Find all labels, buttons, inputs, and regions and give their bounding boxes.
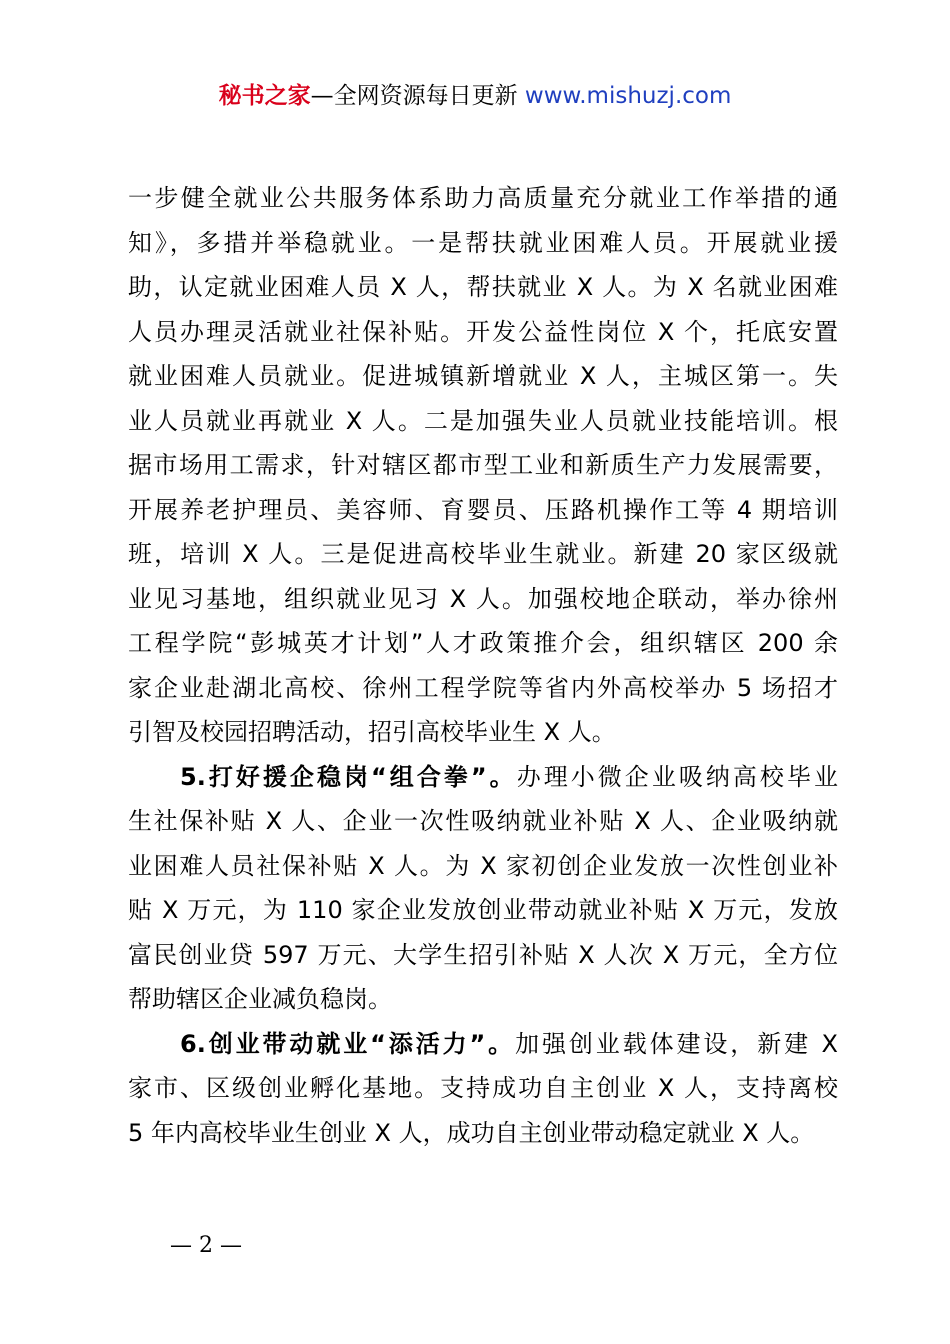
text-line: 就业困难人员就业。促进城镇新增就业 X 人，主城区第一。失 <box>128 362 838 390</box>
text-line: 业见习基地，组织就业见习 X 人。加强校地企联动，举办徐州 <box>128 584 838 613</box>
text-line: 班，培训 X 人。三是促进高校毕业生就业。新建 20 家区级就 <box>128 540 838 568</box>
page-number: — 2 — <box>170 1233 242 1258</box>
banner-slogan: —全网资源每日更新 <box>310 83 518 109</box>
text-run: 办理小微企业吸纳高校毕业 <box>516 762 838 791</box>
text-line: 据市场用工需求，针对辖区都市型工业和新质生产力发展需要， <box>128 451 838 479</box>
text-line: 家企业赴湖北高校、徐州工程学院等省内外高校举办 5 场招才 <box>128 673 838 702</box>
text-run: 加强创业载体建设，新建 X <box>515 1029 838 1058</box>
text-line: 家市、区级创业孵化基地。支持成功自主创业 X 人，支持离校 <box>128 1074 838 1102</box>
text-line: 富民创业贷 597 万元、大学生招引补贴 X 人次 X 万元，全方位 <box>128 940 838 969</box>
text-line: 人员办理灵活就业社保补贴。开发公益性岗位 X 个，托底安置 <box>128 317 838 346</box>
paragraph-enterprise-support <box>128 755 838 1022</box>
text-line: 助，认定就业困难人员 X 人，帮扶就业 X 人。为 X 名就业困难 <box>128 273 838 301</box>
text-line: 贴 X 万元，为 110 家企业发放创业带动就业补贴 X 万元，发放 <box>128 896 838 924</box>
text-line: 开展养老护理员、美容师、育婴员、压路机操作工等 4 期培训 <box>128 495 838 524</box>
site-banner <box>0 78 950 114</box>
section-heading: 6.创业带动就业“添活力”。 <box>180 1029 516 1058</box>
text-line: 业困难人员社保补贴 X 人。为 X 家初创企业发放一次性创业补 <box>128 851 838 880</box>
document-body <box>128 176 838 1155</box>
text-line <box>128 755 838 800</box>
text-line: 知》，多措并举稳就业。一是帮扶就业困难人员。开展就业援 <box>128 228 838 257</box>
paragraph-entrepreneurship <box>128 1022 838 1156</box>
text-line: 帮助辖区企业减负稳岗。 <box>128 985 392 1013</box>
text-line: 业人员就业再就业 X 人。二是加强失业人员就业技能培训。根 <box>128 406 838 435</box>
section-heading: 5.打好援企稳岗“组合拳”。 <box>180 762 517 791</box>
text-line: 一步健全就业公共服务体系助力高质量充分就业工作举措的通 <box>128 184 838 212</box>
text-line: 引智及校园招聘活动，招引高校毕业生 X 人。 <box>128 718 616 746</box>
text-line <box>128 1022 838 1067</box>
text-line: 5 年内高校毕业生创业 X 人，成功自主创业带动稳定就业 X 人。 <box>128 1118 815 1147</box>
site-url-link[interactable]: www.mishuzj.com <box>524 83 732 109</box>
brand-name: 秘书之家 <box>218 83 311 109</box>
text-line: 生社保补贴 X 人、企业一次性吸纳就业补贴 X 人、企业吸纳就 <box>128 807 838 835</box>
paragraph-employment-measures <box>128 176 838 755</box>
text-line: 工程学院“彭城英才计划”人才政策推介会，组织辖区 200 余 <box>128 629 838 657</box>
